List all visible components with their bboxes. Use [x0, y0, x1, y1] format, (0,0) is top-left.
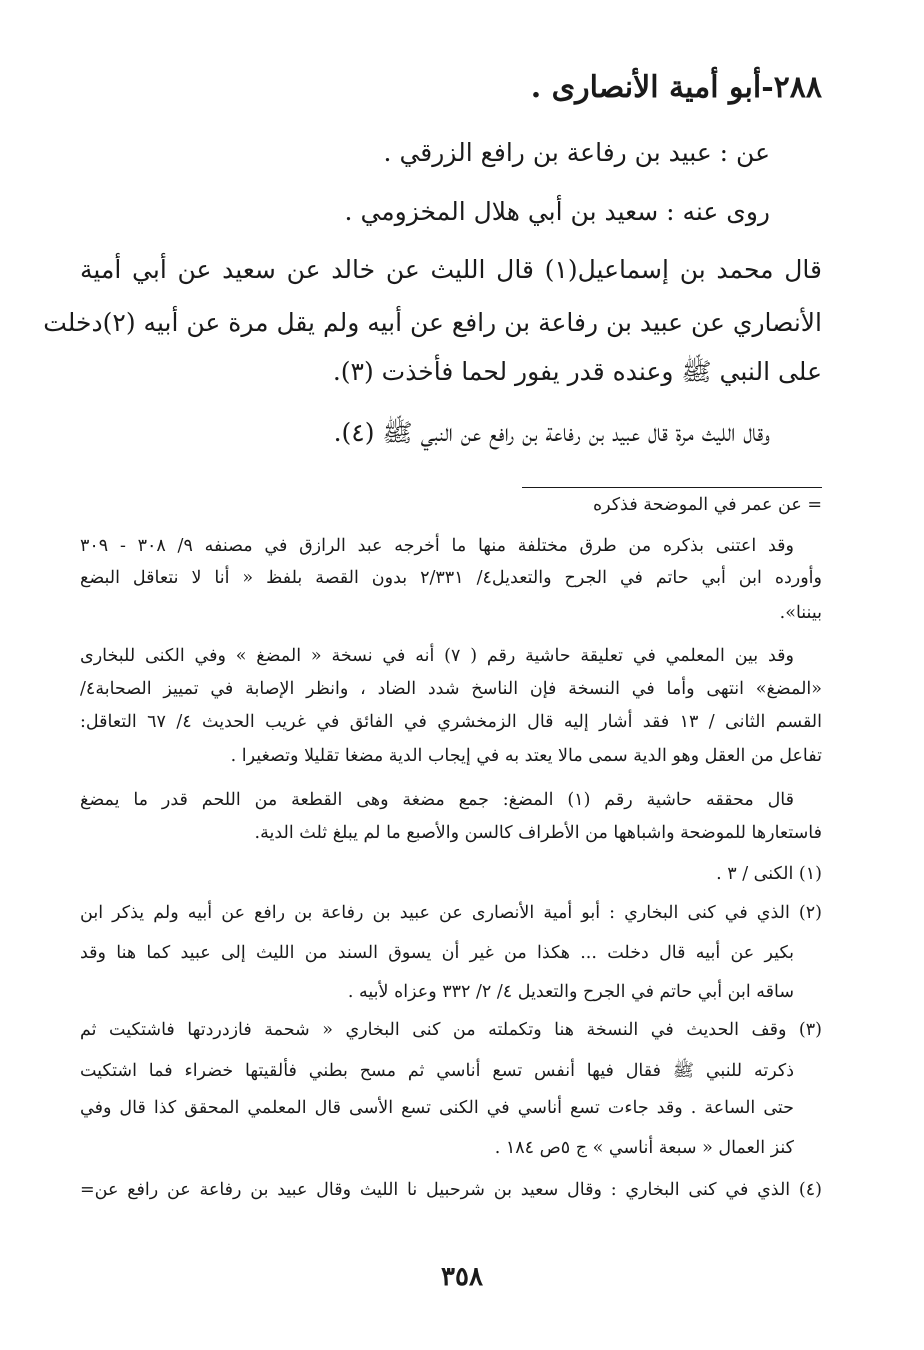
entry-heading: ٢٨٨-أبو أمية الأنصارى . [530, 70, 822, 105]
footnote-4: (٤) الذي في كنى البخاري : وقال سعيد بن شرحبيل نا الليث وقال عبيد بن رفاعة عن رافع عن= [80, 1180, 822, 1200]
footnote-1: (١) الكنى / ٣ . [716, 864, 822, 884]
footnote-line: بيننا». [779, 603, 822, 623]
main-line-from: عن : عبيد بن رفاعة بن رافع الزرقي . [383, 138, 770, 167]
footnote-line: «المضغ» انتهى وأما في النسخة فإن الناسخ شدد الضاد ، وانظر الإصابة في تمييز الصحابة٤/ [80, 679, 822, 699]
main-line-chain-1: قال محمد بن إسماعيل(١) قال الليث عن خالد عن سعيد عن أبي أمية [80, 255, 822, 284]
main-line-layth: وقال الليث مرة قال عبيد بن رفاعة بن رافع عن النبي ﷺ (٤). [333, 418, 770, 447]
main-line-chain-3: على النبي ﷺ وعنده قدر يفور لحما فأخذت (٣). [332, 357, 822, 386]
main-line-chain-2: الأنصاري عن عبيد بن رفاعة بن رافع عن أبيه ولم يقل مرة عن أبيه (٢)دخلت [43, 308, 822, 337]
footnote-2-cont: ساقه ابن أبي حاتم في الجرح والتعديل ٤/ ٢/ ٣٣٢ وعزاه لأبيه . [347, 982, 794, 1002]
footnote-2: (٢) الذي في كنى البخاري : أبو أمية الأنصارى عن عبيد بن رفاعة بن رافع عن أبيه ولم يذكر ابن [80, 903, 822, 923]
footnote-line: = عن عمر في الموضحة فذكره [592, 495, 822, 515]
footnote-line: فاستعارها للموضحة واشباهها من الأطراف كالسن والأصبع ما لم يبلغ ثلث الدية. [254, 823, 822, 843]
footnote-3-cont: حتى الساعة . وقد جاءت تسع أناسي في الكنى تسع الأسى قال المعلمي المحقق كذا قال وفي [80, 1098, 794, 1118]
main-line-narrated-by: روى عنه : سعيد بن أبي هلال المخزومي . [344, 197, 770, 226]
footnote-line: وأورده ابن أبي حاتم في الجرح والتعديل٤/ ٢/٣٣١ بدون القصة بلفظ « أنا لا نتعاقل البضع [80, 568, 822, 588]
footnote-line: قال محققه حاشية رقم (١) المضغ: جمع مضغة وهى القطعة من اللحم قدر ما يمضغ [80, 790, 794, 810]
footnote-line: وقد اعتنى بذكره من طرق مختلفة منها ما أخرجه عبد الرازق في مصنفه ٩/ ٣٠٨ - ٣٠٩ [80, 536, 794, 556]
page-number: ٣٥٨ [441, 1262, 483, 1292]
footnote-line: وقد بين المعلمي في تعليقة حاشية رقم ( ٧) أنه في نسخة « المضغ » وفي الكنى للبخارى [80, 646, 794, 666]
footnote-2-cont: بكير عن أبيه قال دخلت ... هكذا من غير أن يسوق السند من الليث إلى عبيد كما هنا وقد [80, 943, 794, 963]
footnote-separator [522, 487, 822, 488]
footnote-3-cont: كنز العمال « سبعة أناسي » ج ٥ص ١٨٤ . [494, 1138, 794, 1158]
footnote-3: (٣) وقف الحديث في النسخة هنا وتكملته من كنى البخاري « شحمة فازدردتها فاشتكيت ثم [80, 1020, 822, 1040]
footnote-line: تفاعل من العقل وهو الدية سمى مالا يعتد به في إيجاب الدية مضغا تقليلا وتصغيرا . [230, 746, 822, 766]
footnote-3-cont: ذكرته للنبي ﷺ فقال فيها أنفس تسع أناسي ثم مسح بطني فألقيتها خضراء فما اشتكيت [80, 1061, 794, 1081]
footnote-line: القسم الثانى / ١٣ فقد أشار إليه قال الزمخشري في الفائق في غريب الحديث ٤/ ٦٧ التعاقل: [80, 712, 822, 732]
